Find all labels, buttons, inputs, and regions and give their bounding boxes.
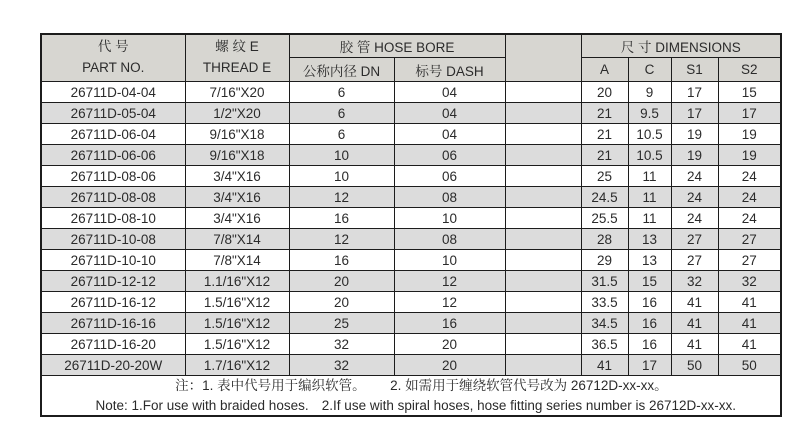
table-cell: 7/16"X20 — [185, 82, 289, 103]
table-cell: 08 — [394, 229, 505, 250]
table-cell: 28 — [581, 229, 628, 250]
table-cell: 26711D-16-16 — [41, 313, 185, 334]
table-cell: 41 — [718, 313, 781, 334]
table-cell: 32 — [718, 271, 781, 292]
table-cell: 1.7/16"X12 — [185, 355, 289, 376]
table-cell: 26711D-08-08 — [41, 187, 185, 208]
table-cell: 26711D-06-04 — [41, 124, 185, 145]
table-cell: 41 — [671, 313, 718, 334]
table-cell: 7/8"X14 — [185, 250, 289, 271]
header-dimensions-group: 尺 寸 DIMENSIONS — [581, 34, 781, 58]
table-cell — [505, 124, 581, 145]
table-cell: 27 — [671, 250, 718, 271]
table-cell: 21 — [581, 124, 628, 145]
table-cell: 25 — [581, 166, 628, 187]
table-row — [41, 313, 781, 334]
table-cell — [505, 334, 581, 355]
table-cell: 1.5/16"X12 — [185, 292, 289, 313]
note-cn-2: 2. 如需用于缠绕软管代号改为 26712D-xx-xx。 — [390, 378, 668, 393]
table-cell: 04 — [394, 124, 505, 145]
table-cell: 06 — [394, 145, 505, 166]
table-cell: 27 — [718, 229, 781, 250]
table-cell: 27 — [718, 250, 781, 271]
table-cell: 34.5 — [581, 313, 628, 334]
header-part-no-en: PART NO. — [82, 60, 145, 75]
table-cell: 21 — [581, 145, 628, 166]
table-cell: 1/2"X20 — [185, 103, 289, 124]
table-cell: 19 — [718, 124, 781, 145]
table-row — [41, 145, 781, 166]
table-cell: 11 — [628, 187, 671, 208]
table-cell: 6 — [289, 82, 394, 103]
table-cell: 10 — [394, 250, 505, 271]
table-cell — [505, 187, 581, 208]
header-hose-bore-group: 胶 管 HOSE BORE — [289, 34, 505, 58]
note-en-2: 2.If use with spiral hoses, hose fitting series number is 26712D-xx-xx. — [321, 397, 736, 413]
table-cell — [505, 82, 581, 103]
table-cell: 24 — [718, 166, 781, 187]
header-thread — [185, 34, 289, 82]
table-cell: 04 — [394, 103, 505, 124]
table-cell: 41 — [718, 292, 781, 313]
table-row — [41, 166, 781, 187]
table-cell: 04 — [394, 82, 505, 103]
table-cell — [505, 355, 581, 376]
table-cell: 12 — [289, 187, 394, 208]
table-cell: 41 — [671, 292, 718, 313]
table-row — [41, 124, 781, 145]
table-row — [41, 187, 781, 208]
table-header — [41, 34, 781, 82]
table-row — [41, 292, 781, 313]
table-cell: 16 — [289, 208, 394, 229]
table-cell: 26711D-16-20 — [41, 334, 185, 355]
table-cell: 12 — [394, 271, 505, 292]
table-row — [41, 103, 781, 124]
table-cell — [505, 271, 581, 292]
table-cell — [505, 250, 581, 271]
table-cell: 6 — [289, 124, 394, 145]
hose-fitting-spec-table — [40, 33, 782, 417]
table-cell: 13 — [628, 229, 671, 250]
table-cell — [505, 145, 581, 166]
table-cell: 29 — [581, 250, 628, 271]
table-cell: 25 — [289, 313, 394, 334]
table-cell: 16 — [628, 313, 671, 334]
table-cell: 27 — [671, 229, 718, 250]
table-row — [41, 355, 781, 376]
table-cell: 20 — [581, 82, 628, 103]
table-cell: 10 — [394, 208, 505, 229]
table-row — [41, 208, 781, 229]
table-cell: 9.5 — [628, 103, 671, 124]
table-cell: 32 — [671, 271, 718, 292]
notes-row — [41, 376, 781, 417]
table-cell: 50 — [718, 355, 781, 376]
table-cell: 08 — [394, 187, 505, 208]
table-cell: 50 — [671, 355, 718, 376]
table-cell: 10.5 — [628, 145, 671, 166]
table-cell: 06 — [394, 166, 505, 187]
table-cell: 20 — [394, 355, 505, 376]
table-cell: 41 — [581, 355, 628, 376]
table-cell: 17 — [671, 103, 718, 124]
table-cell: 16 — [628, 292, 671, 313]
table-cell: 41 — [718, 334, 781, 355]
table-cell: 26711D-04-04 — [41, 82, 185, 103]
table-cell: 20 — [289, 292, 394, 313]
table-cell — [505, 229, 581, 250]
table-row — [41, 229, 781, 250]
notes-cell — [41, 376, 781, 417]
table-footer — [41, 376, 781, 417]
table-cell: 9/16"X18 — [185, 124, 289, 145]
table-cell: 21 — [581, 103, 628, 124]
table-cell: 26711D-10-10 — [41, 250, 185, 271]
table-cell: 32 — [289, 334, 394, 355]
note-line-en — [42, 396, 780, 416]
header-spacer-column — [505, 34, 581, 82]
table-cell: 17 — [671, 82, 718, 103]
table-cell — [505, 313, 581, 334]
table-cell: 33.5 — [581, 292, 628, 313]
header-dim-c: C — [628, 58, 671, 82]
table-cell: 24 — [718, 208, 781, 229]
header-dash: 标号 DASH — [394, 58, 505, 82]
note-cn-1: 注：1. 表中代号用于编织软管。 — [175, 378, 366, 393]
table-cell: 10 — [289, 145, 394, 166]
table-cell: 9/16"X18 — [185, 145, 289, 166]
table-cell: 1.5/16"X12 — [185, 313, 289, 334]
table-cell: 19 — [671, 145, 718, 166]
table-cell: 31.5 — [581, 271, 628, 292]
table-cell: 26711D-06-06 — [41, 145, 185, 166]
table-cell: 26711D-20-20W — [41, 355, 185, 376]
table-cell: 9 — [628, 82, 671, 103]
table-cell: 6 — [289, 103, 394, 124]
table-cell — [505, 103, 581, 124]
table-cell — [505, 208, 581, 229]
table-cell: 16 — [628, 334, 671, 355]
note-en-1: Note: 1.For use with braided hoses. — [95, 397, 309, 413]
table-row — [41, 250, 781, 271]
table-cell: 24.5 — [581, 187, 628, 208]
table-cell — [505, 292, 581, 313]
table-cell: 24 — [671, 166, 718, 187]
table-cell: 26711D-08-06 — [41, 166, 185, 187]
table-cell: 17 — [628, 355, 671, 376]
table-cell: 12 — [289, 229, 394, 250]
table-cell: 3/4"X16 — [185, 208, 289, 229]
table-cell: 3/4"X16 — [185, 166, 289, 187]
table-cell: 20 — [394, 334, 505, 355]
table-cell: 17 — [718, 103, 781, 124]
table-cell: 25.5 — [581, 208, 628, 229]
header-part-no — [41, 34, 185, 82]
table-cell: 10 — [289, 166, 394, 187]
table-row — [41, 334, 781, 355]
header-dn: 公称内径 DN — [289, 58, 394, 82]
table-cell: 16 — [394, 313, 505, 334]
table-cell: 41 — [671, 334, 718, 355]
table-cell: 12 — [394, 292, 505, 313]
table-cell: 20 — [289, 271, 394, 292]
table-cell: 16 — [289, 250, 394, 271]
table-cell — [505, 166, 581, 187]
table-cell: 13 — [628, 250, 671, 271]
table-cell: 19 — [718, 145, 781, 166]
table-cell: 11 — [628, 166, 671, 187]
table-cell: 3/4"X16 — [185, 187, 289, 208]
header-dim-s2: S2 — [718, 58, 781, 82]
header-part-no-cn: 代 号 — [97, 39, 129, 55]
table-cell: 11 — [628, 208, 671, 229]
table-cell: 26711D-08-10 — [41, 208, 185, 229]
header-dim-s1: S1 — [671, 58, 718, 82]
note-line-cn — [42, 376, 780, 396]
header-thread-en: THREAD E — [202, 60, 272, 75]
table-cell: 19 — [671, 124, 718, 145]
header-row-group — [41, 34, 781, 58]
table-cell: 7/8"X14 — [185, 229, 289, 250]
table-cell: 1.5/16"X12 — [185, 334, 289, 355]
table-cell: 24 — [671, 187, 718, 208]
table-cell: 26711D-05-04 — [41, 103, 185, 124]
table-cell: 26711D-10-08 — [41, 229, 185, 250]
table-cell: 15 — [718, 82, 781, 103]
table-cell: 24 — [671, 208, 718, 229]
header-dim-a: A — [581, 58, 628, 82]
table-cell: 10.5 — [628, 124, 671, 145]
table-cell: 24 — [718, 187, 781, 208]
table-row — [41, 271, 781, 292]
table-cell: 36.5 — [581, 334, 628, 355]
table-row — [41, 82, 781, 103]
table-cell: 1.1/16"X12 — [185, 271, 289, 292]
header-thread-cn: 螺 纹 E — [215, 39, 259, 55]
table-cell: 26711D-16-12 — [41, 292, 185, 313]
table-cell: 26711D-12-12 — [41, 271, 185, 292]
table-cell: 32 — [289, 355, 394, 376]
table-body — [41, 82, 781, 376]
table-cell: 15 — [628, 271, 671, 292]
